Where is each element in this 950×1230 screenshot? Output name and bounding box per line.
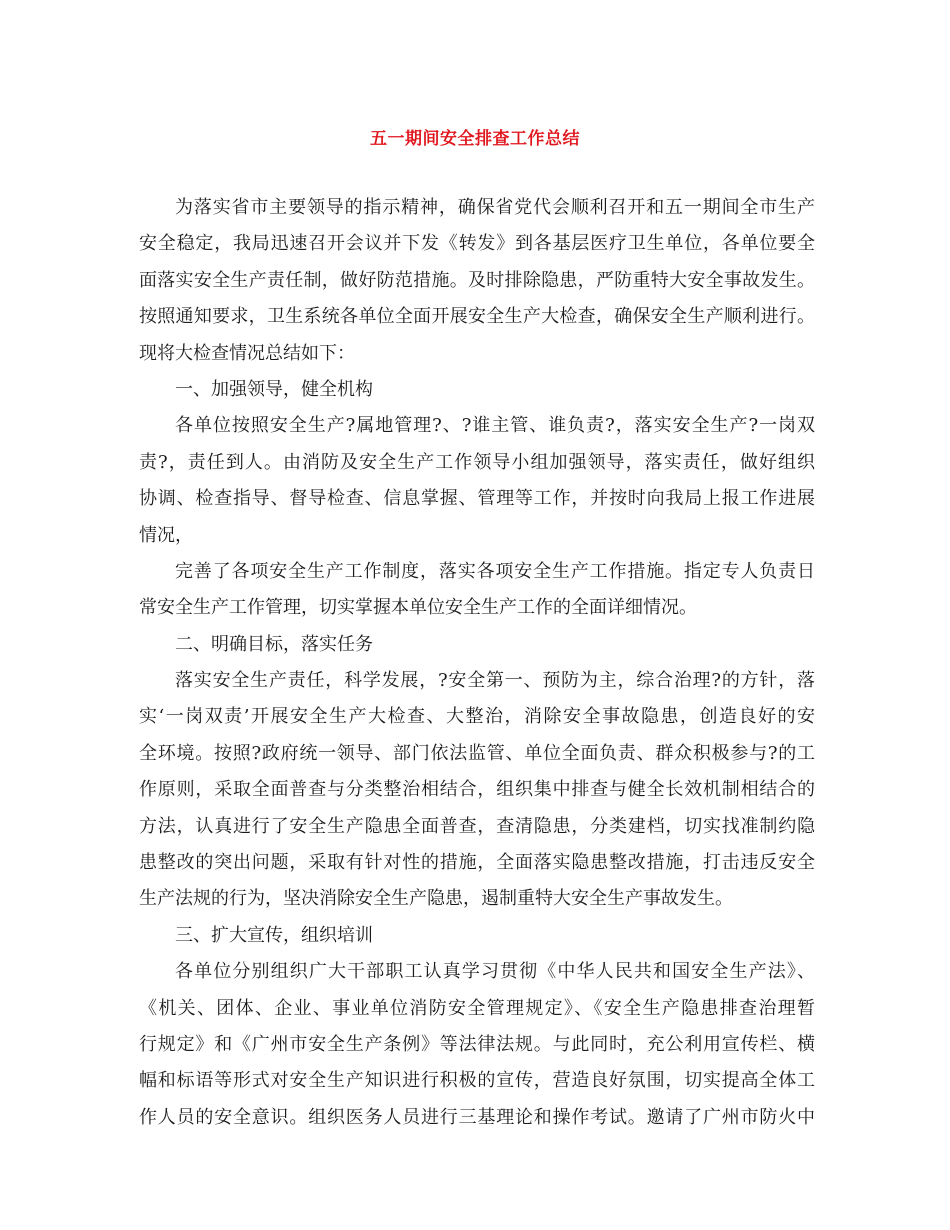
text-line: 责?，责任到人。由消防及安全生产工作领导小组加强领导，落实责任，做好组织 — [139, 451, 815, 473]
text-line: 协调、检查指导、督导检查、信息掌握、管理等工作，并按时向我局上报工作进展 — [139, 488, 815, 510]
text-line: 患整改的突出问题，采取有针对性的措施，全面落实隐患整改措施，打击违反安全 — [139, 852, 815, 874]
text-line: 作人员的安全意识。组织医务人员进行三基理论和操作考试。邀请了广州市防火中 — [139, 1106, 815, 1128]
text-line: 面落实安全生产责任制，做好防范措施。及时排除隐患，严防重特大安全事故发生。 — [139, 269, 815, 291]
text-line: 生产法规的行为，坚决消除安全生产隐患，遏制重特大安全生产事故发生。 — [139, 888, 733, 910]
text-line: 常安全生产工作管理，切实掌握本单位安全生产工作的全面详细情况。 — [139, 597, 697, 619]
document-body — [139, 190, 815, 1136]
text-line: 作原则，采取全面普查与分类整治相结合，组织集中排查与健全长效机制相结合的 — [139, 779, 815, 801]
text-line: 方法，认真进行了安全生产隐患全面普查，查清隐患，分类建档，切实找准制约隐 — [139, 815, 815, 837]
text-line: 安全稳定，我局迅速召开会议并下发《转发》到各基层医疗卫生单位，各单位要全 — [139, 233, 815, 255]
text-line: 实‘一岗双责’开展安全生产大检查、大整治，消除安全事故隐患，创造良好的安 — [139, 706, 815, 728]
document-title: 五一期间安全排查工作总结 — [370, 129, 580, 149]
text-line: 幅和标语等形式对安全生产知识进行积极的宣传，营造良好氛围，切实提高全体工 — [139, 1070, 815, 1092]
text-line: 情况， — [139, 524, 193, 546]
text-line: 现将大检查情况总结如下： — [139, 342, 355, 364]
text-line: 各单位按照安全生产?属地管理?、?谁主管、谁负责?，落实安全生产?一岗双 — [175, 415, 815, 437]
text-line: 为落实省市主要领导的指示精神，确保省党代会顺利召开和五一期间全市生产 — [175, 197, 815, 218]
text-line: 全环境。按照?政府统一领导、部门依法监管、单位全面负责、群众积极参与?的工 — [139, 742, 815, 764]
text-line: 一、加强领导，健全机构 — [175, 378, 373, 400]
text-line: 三、扩大宣传，组织培训 — [175, 924, 373, 946]
text-line: 《机关、团体、企业、事业单位消防安全管理规定》、《安全生产隐患排查治理暂 — [139, 997, 815, 1019]
text-line: 完善了各项安全生产工作制度，落实各项安全生产工作措施。指定专人负责日 — [175, 560, 815, 582]
text-line: 落实安全生产责任，科学发展，?安全第一、预防为主，综合治理?的方针，落 — [175, 670, 815, 692]
text-line: 二、明确目标，落实任务 — [175, 633, 373, 655]
text-line: 按照通知要求，卫生系统各单位全面开展安全生产大检查，确保安全生产顺利进行。 — [139, 306, 815, 328]
text-line: 各单位分别组织广大干部职工认真学习贯彻《中华人民共和国安全生产法》、 — [175, 961, 815, 983]
text-line: 行规定》和《广州市安全生产条例》等法律法规。与此同时，充公利用宣传栏、横 — [139, 1033, 815, 1055]
